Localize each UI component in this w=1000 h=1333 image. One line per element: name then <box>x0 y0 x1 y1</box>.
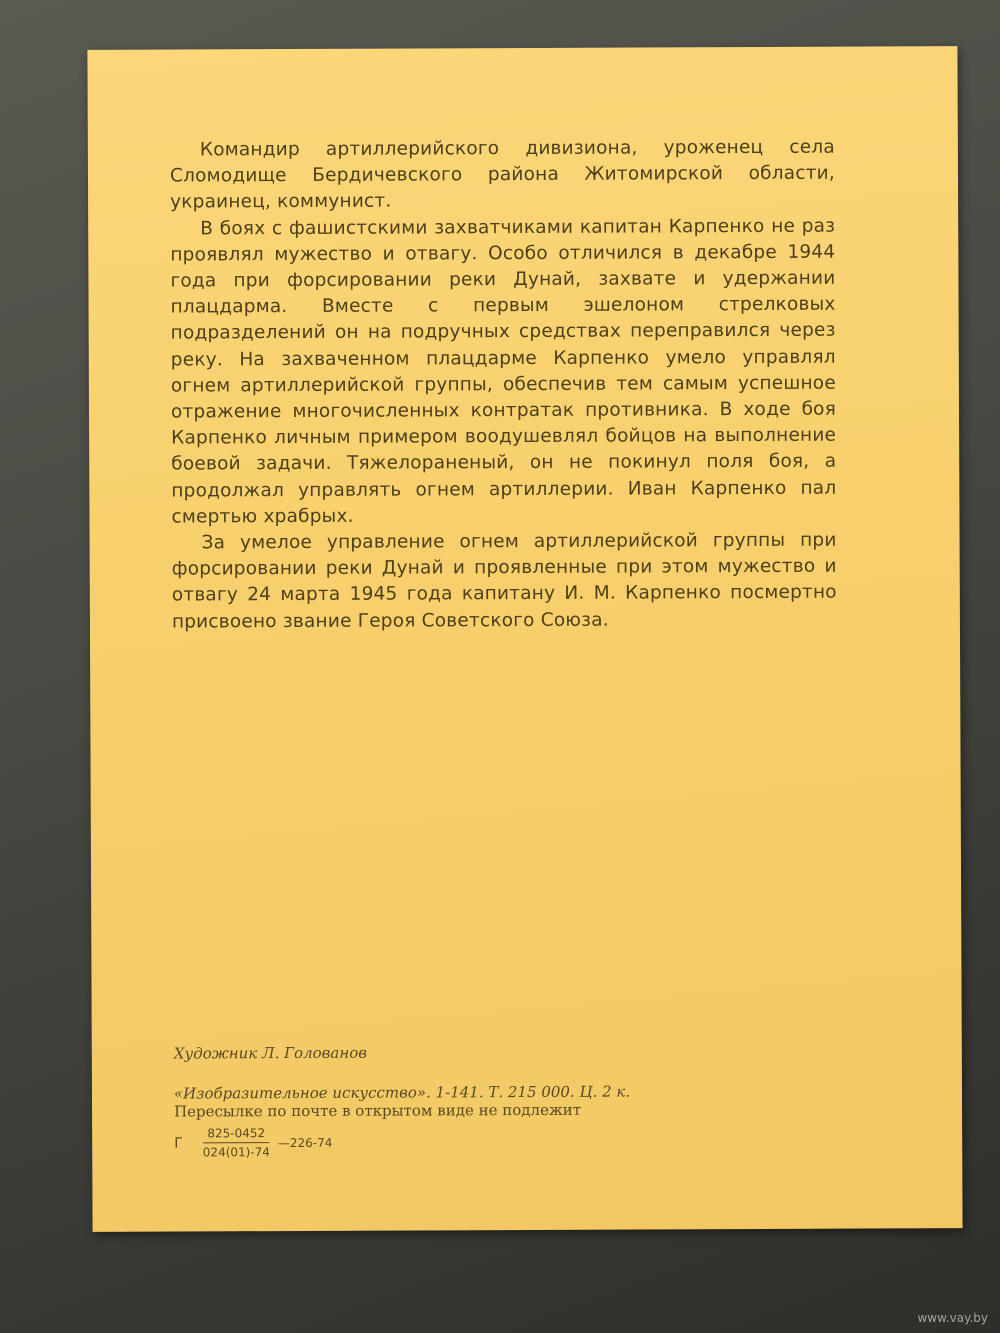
code-fraction <box>199 1126 274 1159</box>
code-numerator: 825-0452 <box>203 1126 269 1143</box>
imprint-block <box>174 1042 734 1159</box>
biography-text <box>170 135 837 636</box>
postcard-back <box>87 46 962 1232</box>
code-denominator: 024(01)-74 <box>202 1145 270 1160</box>
code-prefix: Г <box>174 1134 183 1152</box>
catalog-code <box>174 1124 734 1159</box>
publisher-info <box>174 1082 734 1120</box>
code-suffix: —226-74 <box>277 1135 333 1150</box>
paragraph-battle: В боях с фашистскими захватчиками капитан Карпенко не раз проявлял мужество и отвагу. Особо отличился в декабре 1944 года при форсировании реки Дунай, захвате и удержании плацдарма. Вместе с первым эшелоном стрелковых подразделений он на подручных средствах переправился через реку. На захваченном плацдарме Карпенко умело управлял огнем артиллерийской группы, обеспечив тем самым успешное отражение многочисленных контратак противника. В ходе боя Карпенко личным примером воодушевлял бойцов на выполнение боевой задачи. Тяжелораненый, он не покинул поля боя, а продолжал управлять огнем артиллерии. Иван Карпенко пал смертью храбрых. <box>170 215 837 528</box>
publisher-line: «Изобразительное искусство». 1-141. Т. 215 000. Ц. 2 к. <box>173 1082 631 1103</box>
code-suffix-value: 226-74 <box>289 1135 333 1150</box>
paragraph-intro: Командир артиллерийского дивизиона, уроженец села Сломодище Бердичевского района Житомирской области, украинец, коммунист. <box>169 136 836 213</box>
site-watermark: www.vay.by <box>917 1311 988 1325</box>
artist-credit: Художник Л. Голованов <box>173 1043 367 1063</box>
paragraph-award: За умелое управление огнем артиллерийской группы при форсировании реки Дунай и проявленные при этом мужество и отвагу 24 марта 1945 года капитану И. М. Карпенко посмертно присвоено звание Героя Советского Союза. <box>171 529 837 633</box>
mail-note: Пересылке по почте в открытом виде не подлежит <box>174 1100 582 1121</box>
